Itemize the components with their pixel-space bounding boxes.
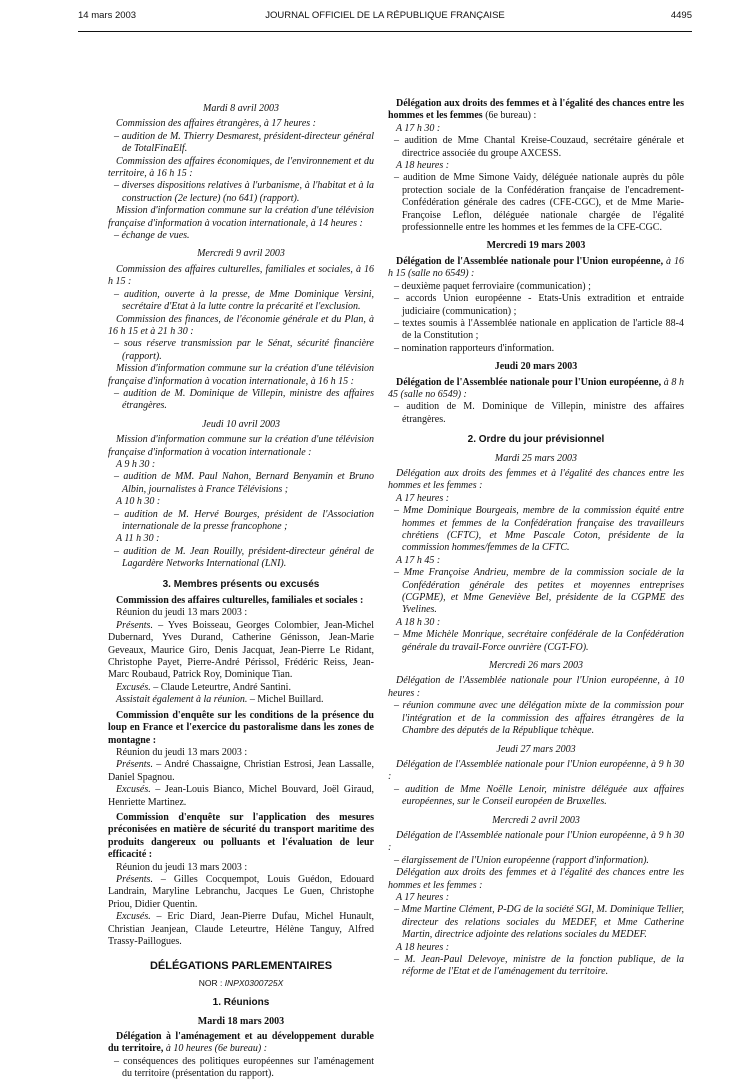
nor-label: NOR : bbox=[198, 977, 223, 988]
paragraph: Délégation aux droits des femmes et à l'égalité des chances entre les hommes et les femmes : bbox=[388, 867, 684, 891]
list-item: – audition de Mme Simone Vaidy, déléguée nationale auprès du pôle protection sociale de la Confédération française de l'encadrement-Confédération générale des cadres (CFE-CGC), et de Mme Marie-Françoise Leflon, déléguée nationale chargée de l'égalité professionnelle entre les hommes et les femmes de la CFE-CGC. bbox=[394, 172, 684, 234]
paragraph: A 18 h 30 : bbox=[396, 616, 441, 628]
body-name: Délégation de l'Assemblée nationale pour l'Union européenne, bbox=[396, 255, 664, 267]
date-heading: Jeudi 10 avril 2003 bbox=[201, 418, 281, 430]
list-item: – audition de M. Dominique de Villepin, ministre des affaires étrangères. bbox=[114, 387, 374, 412]
attendance-label: Excusés. – bbox=[116, 784, 161, 796]
paragraph: Délégation de l'Assemblée nationale pour l'Union européenne, à 10 heures : bbox=[388, 675, 684, 699]
paragraph: Délégation aux droits des femmes et à l'égalité des chances entre les hommes et les femmes : bbox=[388, 467, 684, 492]
list-item: – audition de MM. Paul Nahon, Bernard Benyamin et Bruno Albin, journalistes à France Télévisions ; bbox=[114, 471, 374, 495]
paragraph: Commission des finances, de l'économie générale et du Plan, à 16 h 15 et à 21 h 30 : bbox=[108, 313, 374, 337]
paragraph: A 18 heures : bbox=[396, 160, 450, 172]
paragraph: A 9 h 30 : bbox=[116, 458, 156, 470]
paragraph: Mission d'information commune sur la création d'une télévision française d'information à vocation internationale, à 16 h 15 : bbox=[108, 363, 374, 387]
attendance-line bbox=[108, 874, 374, 911]
header-date: 14 mars 2003 bbox=[78, 10, 137, 21]
paragraph: A 17 heures : bbox=[396, 492, 450, 504]
attendance-line bbox=[108, 911, 374, 948]
list-item: – audition de M. Dominique de Villepin, ministre des affaires étrangères. bbox=[394, 401, 684, 425]
body-title bbox=[108, 595, 374, 607]
attendance-label: Assistait également à la réunion. – bbox=[116, 694, 255, 706]
list-item: – M. Jean-Paul Delevoye, ministre de la fonction publique, de la réforme de l'Etat et de l'aménagement du territoire. bbox=[394, 954, 684, 978]
body-title bbox=[108, 1031, 374, 1056]
page-number: 4495 bbox=[670, 10, 692, 21]
list-item: – Mme Françoise Andrieu, membre de la commission sociale de la Confédération générale des petites et moyennes entreprises (CGPME), et Mme Geneviève Bel, présidente de la CGPME des Yvelines. bbox=[394, 567, 684, 616]
body-detail: à 16 h 15 (salle no 6549) : bbox=[388, 255, 684, 280]
list-item: – audition de M. Thierry Desmarest, président-directeur général de TotalFinaElf. bbox=[114, 130, 374, 155]
list-item: – Mme Martine Clément, P-DG de la société SGI, M. Dominique Tellier, directeur des relations sociales du MEDEF, et Mme Catherine Martin, directrice adjointe des relations sociales du MEDEF. bbox=[394, 904, 684, 941]
list-item: – sous réserve transmission par le Sénat, sécurité financière (rapport). bbox=[114, 338, 374, 362]
paragraph: Délégation de l'Assemblée nationale pour l'Union européenne, à 9 h 30 : bbox=[388, 758, 684, 783]
paragraph: A 17 h 30 : bbox=[396, 122, 441, 134]
journal-title: JOURNAL OFFICIEL DE LA RÉPUBLIQUE FRANÇAISE bbox=[265, 10, 505, 21]
paragraph: Réunion du jeudi 13 mars 2003 : bbox=[116, 746, 248, 758]
attendance-line bbox=[108, 694, 374, 706]
list-item: – textes soumis à l'Assemblée nationale en application de l'article 88-4 de la Constitution ; bbox=[394, 317, 684, 342]
body-name: Commission d'enquête sur les conditions de la présence du loup en France et l'exercice du pastoralisme dans les zones de montagne : bbox=[108, 709, 374, 746]
part-heading: DÉLÉGATIONS PARLEMENTAIRES bbox=[149, 960, 333, 973]
paragraph: A 17 heures : bbox=[396, 891, 450, 903]
paragraph: Réunion du jeudi 13 mars 2003 : bbox=[116, 861, 248, 873]
attendance-names: Yves Boisseau, Georges Colombier, Jean-Michel Dubernard, Yves Durand, Catherine Génisson, Jean-Marie Geveaux, Maurice Giro, Denis Jacquat, Jean-Pierre Le Ridant, Christophe Payet, Pierre-André Périssol, Frédéric Reiss, Jean-Marc Roubaud, Patrick Roy, Dominique Tian. bbox=[108, 619, 374, 681]
list-item: – réunion commune avec une délégation mixte de la commission pour l'intégration et de la commission des affaires étrangères de la Chambre des députés de la République tchèque. bbox=[394, 700, 684, 737]
body-name: Délégation aux droits des femmes et à l'égalité des chances entre les hommes et les femmes bbox=[388, 98, 684, 122]
list-item: – audition de M. Jean Rouilly, président-directeur général de Lagardère Networks International (LNI). bbox=[114, 545, 374, 570]
attendance-line bbox=[108, 759, 374, 784]
paragraph: Commission des affaires culturelles, familiales et sociales, à 16 h 15 : bbox=[108, 263, 374, 288]
paragraph: Délégation de l'Assemblée nationale pour l'Union européenne, à 9 h 30 : bbox=[388, 829, 684, 854]
body-detail: à 8 h 45 (salle no 6549) : bbox=[388, 376, 684, 400]
list-item: – élargissement de l'Union européenne (rapport d'information). bbox=[394, 854, 649, 866]
date-heading: Mardi 8 avril 2003 bbox=[202, 103, 279, 114]
attendance-names: Jean-Louis Bianco, Michel Bouvard, Joël Giraud, Henriette Martinez. bbox=[108, 784, 374, 808]
list-item: – audition de M. Hervé Bourges, président de l'Association internationale de la presse francophone ; bbox=[114, 508, 374, 532]
attendance-names: Gilles Cocquempot, Louis Guédon, Edouard Landrain, Maryline Lebranchu, Jacques Le Guen, Christophe Priou, Didier Quentin. bbox=[108, 873, 374, 910]
date-heading: Mardi 18 mars 2003 bbox=[197, 1015, 285, 1027]
attendance-label: Présents. – bbox=[116, 619, 164, 631]
body-detail: (6e bureau) : bbox=[482, 110, 537, 122]
paragraph: A 17 h 45 : bbox=[396, 554, 441, 566]
left-column bbox=[108, 97, 374, 1081]
attendance-label: Excusés. – bbox=[116, 911, 162, 923]
list-item: – audition de Mme Noëlle Lenoir, ministre déléguée aux affaires européennes, sur le Conseil européen de Bruxelles. bbox=[394, 783, 684, 808]
attendance-line bbox=[108, 682, 374, 694]
date-heading: Mercredi 9 avril 2003 bbox=[197, 248, 285, 260]
list-item: – accords Union européenne - Etats-Unis extradition et entraide judiciaire (communication) ; bbox=[394, 293, 684, 317]
attendance-names: Eric Diard, Jean-Pierre Dufau, Michel Hunault, Christian Jeanjean, Claude Leteurtre, Hélène Tanguy, Alfred Trassy-Paillogues. bbox=[108, 911, 374, 947]
date-heading: Mercredi 2 avril 2003 bbox=[492, 814, 580, 826]
body-title bbox=[108, 812, 374, 862]
paragraph: Commission des affaires étrangères, à 17 heures : bbox=[116, 118, 316, 130]
section-heading: 1. Réunions bbox=[212, 997, 270, 1009]
date-heading: Mercredi 26 mars 2003 bbox=[489, 660, 583, 672]
body-name: Délégation de l'Assemblée nationale pour l'Union européenne, bbox=[396, 376, 662, 388]
paragraph: A 11 h 30 : bbox=[116, 533, 160, 545]
list-item: – audition, ouverte à la presse, de Mme Dominique Versini, secrétaire d'Etat à la lutte contre la précarité et l'exclusion. bbox=[114, 288, 374, 313]
list-item: – Mme Dominique Bourgeais, membre de la commission équité entre hommes et femmes de la Confédération française des travailleurs chrétiens (CFTC), et Mme Pascale Coton, présidente de la commission hommes/femmes de la CFTC. bbox=[394, 505, 684, 554]
attendance-names: Claude Leteurtre, André Santini. bbox=[158, 681, 291, 693]
body-name: Commission des affaires culturelles, familiales et sociales : bbox=[116, 595, 364, 607]
header-rule bbox=[78, 31, 692, 32]
list-item: – nomination rapporteurs d'information. bbox=[394, 342, 555, 354]
date-heading: Mercredi 19 mars 2003 bbox=[486, 240, 586, 252]
paragraph: Commission des affaires économiques, de l'environnement et du territoire, à 16 h 15 : bbox=[108, 155, 374, 180]
body-title bbox=[388, 377, 684, 402]
attendance-label: Excusés. – bbox=[116, 681, 159, 693]
paragraph: Mission d'information commune sur la création d'une télévision française d'information à vocation internationale : bbox=[108, 434, 374, 458]
attendance-names: André Chassaigne, Christian Estrosi, Jean Lassalle, Daniel Spagnou. bbox=[108, 759, 374, 783]
attendance-line bbox=[108, 784, 374, 809]
body-detail: à 10 heures (6e bureau) : bbox=[163, 1043, 268, 1055]
date-heading: Mardi 25 mars 2003 bbox=[494, 452, 578, 464]
attendance-line bbox=[108, 620, 374, 682]
paragraph: A 10 h 30 : bbox=[116, 496, 161, 508]
list-item: – diverses dispositions relatives à l'urbanisme, à l'habitat et à la construction (2e lecture) (no 641) (rapport). bbox=[114, 180, 374, 204]
list-item: – audition de Mme Chantal Kreise-Couzaud, secrétaire générale et directrice associée du groupe AXCESS. bbox=[394, 135, 684, 159]
nor-code: INPX0300725X bbox=[222, 977, 284, 988]
body-name: Commission d'enquête sur l'application des mesures préconisées en matière de sécurité du transport maritime des produits dangereux ou polluants et l'évaluation de leur efficacité : bbox=[108, 811, 374, 861]
paragraph: Mission d'information commune sur la création d'une télévision française d'information à vocation internationale, à 14 heures : bbox=[108, 205, 374, 229]
attendance-names: Michel Buillard. bbox=[254, 694, 324, 706]
nor-reference bbox=[108, 977, 374, 989]
section-heading: 3. Membres présents ou excusés bbox=[162, 578, 320, 590]
list-item: – échange de vues. bbox=[114, 230, 190, 242]
section-heading: 2. Ordre du jour prévisionnel bbox=[467, 434, 605, 446]
body-title bbox=[388, 98, 684, 123]
attendance-label: Présents. – bbox=[116, 759, 162, 771]
list-item: – Mme Michèle Monrique, secrétaire confédérale de la Confédération générale du travail-Force ouvrière (CGT-FO). bbox=[394, 629, 684, 653]
right-column bbox=[388, 95, 684, 979]
body-name: Délégation à l'aménagement et au développement durable du territoire, bbox=[108, 1031, 374, 1055]
body-title bbox=[388, 256, 684, 281]
date-heading: Jeudi 20 mars 2003 bbox=[494, 361, 578, 373]
date-heading: Jeudi 27 mars 2003 bbox=[496, 743, 576, 755]
list-item: – conséquences des politiques européennes sur l'aménagement du territoire (présentation du rapport). bbox=[114, 1055, 374, 1080]
paragraph: A 18 heures : bbox=[396, 941, 450, 953]
list-item: – deuxième paquet ferroviaire (communication) ; bbox=[394, 280, 591, 292]
attendance-label: Présents. – bbox=[116, 873, 166, 885]
paragraph: Réunion du jeudi 13 mars 2003 : bbox=[116, 607, 248, 619]
page-header bbox=[78, 10, 692, 26]
body-title bbox=[108, 710, 374, 747]
